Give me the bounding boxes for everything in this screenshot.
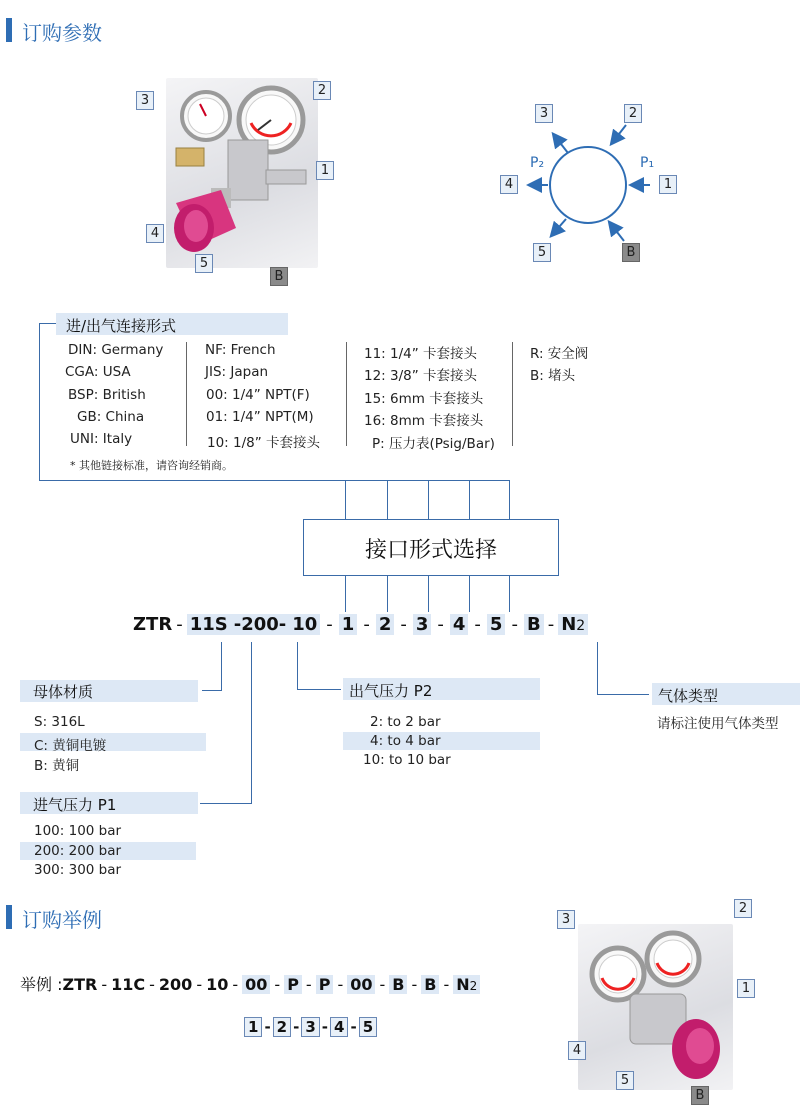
connector-3-bot	[428, 576, 429, 612]
ex-seq-3: 3	[301, 1017, 319, 1037]
connector-5-bot	[509, 576, 510, 612]
material-title: 母体材质	[33, 683, 94, 701]
ex-sep: -	[232, 975, 239, 994]
ex-sep: -	[196, 975, 203, 994]
photo2-label-4: 4	[568, 1041, 586, 1060]
ex-material: 11C	[111, 975, 146, 994]
ex-seq-1: 1	[244, 1017, 262, 1037]
inlet-200: 200: 200 bar	[34, 843, 122, 859]
ex-sep: -	[337, 975, 344, 994]
inlet-300: 300: 300 bar	[34, 862, 122, 878]
connector-2-top	[387, 480, 388, 520]
conn-11: 11: 1/4” 卡套接头	[364, 346, 478, 362]
conn-12: 12: 3/8” 卡套接头	[364, 368, 478, 384]
code-outlet: 10	[289, 614, 320, 635]
ex-sep: -	[274, 975, 281, 994]
ex-seq-5: 5	[359, 1017, 377, 1037]
code-sep: -	[363, 614, 370, 635]
regulator-illustration-2	[578, 924, 733, 1090]
ex-port-1: 00	[242, 975, 270, 994]
conn-gb: GB: China	[77, 409, 145, 425]
ex-prefix: ZTR	[62, 975, 98, 994]
diagram-label-3: 3	[535, 104, 553, 123]
connection-note: * 其他链接标准，请咨询经销商。	[70, 459, 233, 472]
conn-p: P: 压力表(Psig/Bar)	[372, 436, 495, 452]
conn-din: DIN: Germany	[68, 342, 164, 358]
ex-gas-2: 2	[469, 979, 478, 993]
conn-16: 16: 8mm 卡套接头	[364, 413, 484, 429]
code-port-2: 2	[376, 614, 395, 635]
connection-bracket-bottom	[39, 480, 509, 481]
ex-outlet: 10	[206, 975, 229, 994]
col-divider-1	[186, 342, 187, 446]
code-inlet: -200-	[231, 614, 290, 635]
ex-seq-sep: -	[264, 1018, 271, 1036]
photo-label-1: 1	[316, 161, 334, 180]
connection-bracket-left	[39, 323, 40, 480]
code-sep: -	[326, 614, 333, 635]
outlet-title: 出气压力 P2	[349, 682, 433, 700]
code-port-4: 4	[450, 614, 469, 635]
code-sep: -	[511, 614, 518, 635]
interface-selector-label: 接口形式选择	[364, 538, 497, 563]
col-divider-2	[346, 342, 347, 446]
diagram-label-2: 2	[624, 104, 642, 123]
photo2-label-5: 5	[616, 1071, 634, 1090]
ex-sep: -	[379, 975, 386, 994]
photo2-label-b: B	[691, 1086, 709, 1105]
conn-00: 00: 1/4” NPT(F)	[206, 387, 310, 403]
gas-line-v	[597, 642, 598, 694]
conn-bsp: BSP: British	[68, 387, 146, 403]
conn-15: 15: 6mm 卡套接头	[364, 391, 484, 407]
ex-sep: -	[305, 975, 312, 994]
material-s: S: 316L	[34, 714, 85, 730]
conn-b: B: 堵头	[530, 368, 576, 384]
code-sep: -	[474, 614, 481, 635]
ex-port-2: P	[284, 975, 302, 994]
ex-gas-n: N	[456, 975, 470, 994]
code-gas-2: 2	[576, 618, 586, 634]
photo-label-5: 5	[195, 254, 213, 273]
connection-bracket-top	[39, 323, 56, 324]
ex-port-5: B	[389, 975, 407, 994]
inlet-line-v	[251, 642, 252, 803]
code-sep: -	[176, 614, 183, 635]
ex-seq-sep: -	[350, 1018, 357, 1036]
code-gas	[558, 614, 588, 635]
inlet-100: 100: 100 bar	[34, 823, 122, 839]
col-divider-3	[512, 342, 513, 446]
outlet-10: 10: to 10 bar	[363, 752, 451, 768]
connector-4-top	[469, 480, 470, 520]
ex-port-3: P	[316, 975, 334, 994]
photo2-label-1: 1	[737, 979, 755, 998]
model-code	[133, 614, 588, 635]
example-port-sequence	[244, 1017, 377, 1037]
conn-uni: UNI: Italy	[70, 431, 133, 447]
ex-port-4: 00	[347, 975, 375, 994]
gas-line-h	[597, 694, 649, 695]
conn-10: 10: 1/8” 卡套接头	[207, 435, 321, 451]
connector-2-bot	[387, 576, 388, 612]
ex-sep: -	[411, 975, 418, 994]
inlet-line-h	[200, 803, 252, 804]
diagram-label-b: B	[622, 243, 640, 262]
ex-seq-2: 2	[273, 1017, 291, 1037]
regulator-illustration	[166, 78, 318, 268]
material-b: B: 黄铜	[34, 758, 80, 774]
section-title-order-params: 订购参数	[22, 21, 102, 45]
inlet-title: 进气压力 P1	[33, 796, 117, 814]
code-material: 11S	[187, 614, 231, 635]
photo-label-2: 2	[313, 81, 331, 100]
outlet-line-h	[297, 689, 341, 690]
connector-4-bot	[469, 576, 470, 612]
ex-gas	[453, 975, 480, 994]
ex-seq-sep: -	[321, 1018, 329, 1036]
outlet-line-v	[297, 642, 298, 690]
outlet-2: 2: to 2 bar	[370, 714, 441, 730]
ex-sep: -	[149, 975, 155, 994]
conn-jis: JIS: Japan	[205, 364, 269, 380]
diagram-label-4: 4	[500, 175, 518, 194]
code-port-b: B	[524, 614, 544, 635]
section-title-order-example: 订购举例	[22, 908, 102, 932]
code-prefix: ZTR	[133, 614, 173, 635]
section-bar-order-example	[6, 905, 12, 929]
example-code	[20, 972, 480, 995]
code-sep: -	[547, 614, 555, 635]
code-gas-n: N	[561, 614, 577, 635]
code-port-5: 5	[487, 614, 506, 635]
diagram-label-5: 5	[533, 243, 551, 262]
connector-1-top	[345, 480, 346, 520]
photo-label-b: B	[270, 267, 288, 286]
diagram-p2-label: P₂	[530, 155, 545, 171]
code-sep: -	[437, 614, 444, 635]
regulator-photo-top	[166, 78, 318, 268]
gas-title: 气体类型	[658, 687, 719, 705]
photo-label-4: 4	[146, 224, 164, 243]
diagram-p1-label: P₁	[640, 155, 655, 171]
code-port-1: 1	[339, 614, 358, 635]
connector-5-top	[509, 480, 510, 520]
example-label: 举例 :	[20, 975, 63, 994]
conn-01: 01: 1/4” NPT(M)	[206, 409, 314, 425]
ex-sep: -	[101, 975, 108, 994]
code-sep: -	[400, 614, 407, 635]
regulator-photo-bottom	[578, 924, 733, 1090]
section-bar-order-params	[6, 18, 12, 42]
material-line-h	[202, 690, 222, 691]
conn-r: R: 安全阀	[530, 346, 589, 362]
code-port-3: 3	[413, 614, 432, 635]
ex-seq-sep: -	[293, 1018, 300, 1036]
photo2-label-2: 2	[734, 899, 752, 918]
connector-3-top	[428, 480, 429, 520]
connection-title: 进/出气连接形式	[66, 317, 177, 335]
ex-sep: -	[443, 975, 450, 994]
ex-port-b: B	[421, 975, 439, 994]
ex-seq-4: 4	[330, 1017, 348, 1037]
conn-cga: CGA: USA	[65, 364, 131, 380]
material-c: C: 黄铜电镀	[34, 738, 107, 754]
material-line-v	[221, 642, 222, 691]
diagram-label-1: 1	[659, 175, 677, 194]
conn-nf: NF: French	[205, 342, 276, 358]
outlet-4: 4: to 4 bar	[370, 733, 441, 749]
gas-note: 请标注使用气体类型	[657, 716, 779, 732]
photo-label-3: 3	[136, 91, 154, 110]
ex-inlet: 200	[158, 975, 193, 994]
photo2-label-3: 3	[557, 910, 575, 929]
connector-1-bot	[345, 576, 346, 612]
